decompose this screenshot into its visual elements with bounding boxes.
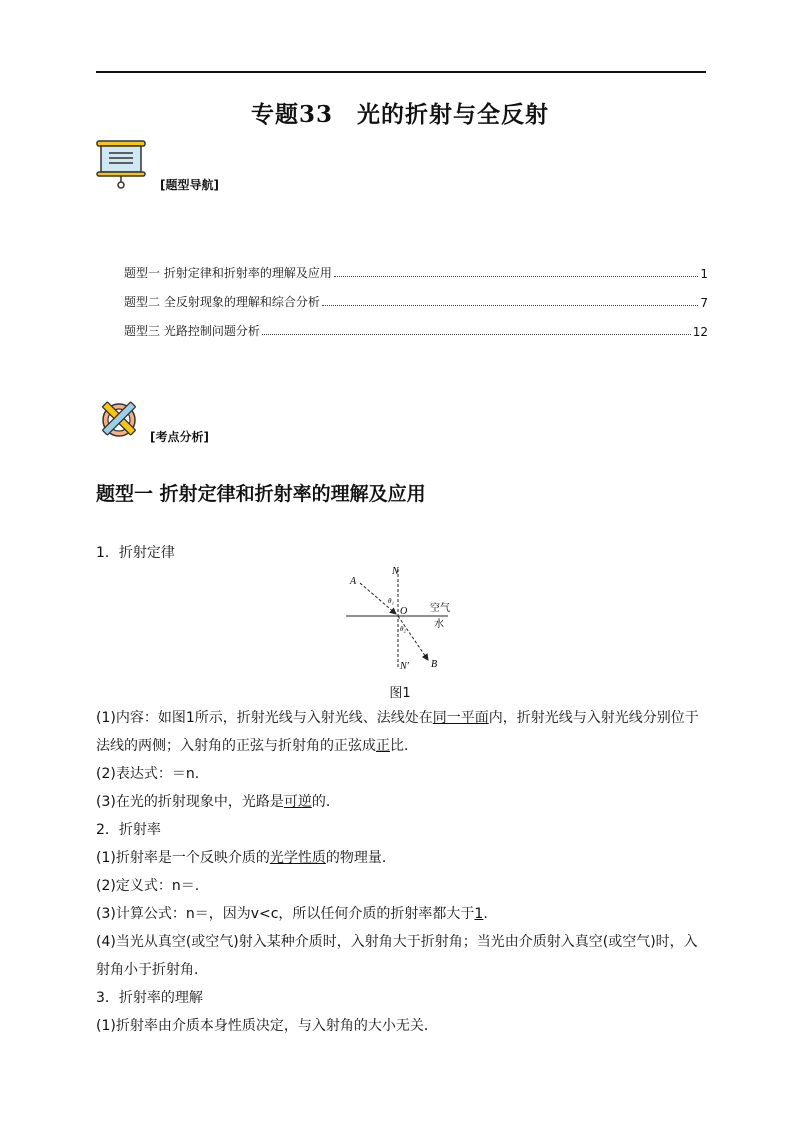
presentation-board-icon (95, 138, 147, 190)
toc-page-number: 1 (700, 267, 708, 281)
label-n: N (392, 566, 399, 577)
text-line: (1)折射率由介质本身性质决定，与入射角的大小无关． (96, 1018, 438, 1034)
figure-caption: 图1 (389, 686, 411, 701)
underlined-answer: 正 (376, 738, 390, 754)
refracted-ray (398, 616, 428, 660)
label-o: O (400, 606, 408, 617)
label-air: 空气 (430, 603, 450, 614)
text-line: 3．折射率的理解 (96, 990, 203, 1006)
label-theta2: θ₂ (400, 625, 406, 633)
label-water: 水 (434, 619, 444, 630)
toc-label: 题型二 全反射现象的理解和综合分析 (124, 295, 320, 309)
text-line: 2．折射率 (96, 822, 161, 838)
underlined-answer: 光学性质 (269, 850, 326, 866)
top-rule (96, 71, 706, 73)
table-of-contents (124, 252, 708, 339)
toc-label: 题型三 光路控制问题分析 (124, 324, 260, 338)
label-theta1: θ₁ (388, 597, 394, 605)
nav-section-label: [题型导航] (160, 178, 219, 192)
text-line: (3)在光的折射现象中，光路是可逆的． (96, 794, 340, 810)
text-line: (3)计算公式：n＝，因为v<c，所以任何介质的折射率都大于1. (96, 906, 488, 922)
text-line: (1)内容：如图1所示，折射光线与入射光线、法线处在同一平面内，折射光线与入射光线分别位于 (96, 710, 699, 726)
text-line: (2)定义式：n＝. (96, 878, 200, 894)
toc-row[interactable] (124, 281, 708, 310)
text-line: 射角小于折射角． (96, 962, 208, 978)
underlined-answer: 1 (474, 906, 484, 922)
toc-leader-dots (334, 276, 699, 277)
toc-leader-dots (262, 334, 691, 335)
toc-row[interactable] (124, 252, 708, 281)
body-text (96, 704, 716, 1040)
analysis-section-label: [考点分析] (150, 430, 209, 444)
text-line: 1．折射定律 (96, 545, 175, 561)
text-line: (1)折射率是一个反映介质的光学性质的物理量． (96, 850, 396, 866)
text-line: (4)当光从真空(或空气)射入某种介质时，入射角大于折射角；当光由介质射入真空(或空气)时，入 (96, 934, 698, 950)
toc-leader-dots (322, 305, 699, 306)
document-title: 专题33 光的折射与全反射 (250, 101, 549, 128)
underlined-answer: 可逆 (283, 794, 312, 810)
section-heading: 题型一 折射定律和折射率的理解及应用 (96, 483, 426, 505)
refraction-diagram (330, 563, 460, 675)
underlined-answer: 同一平面 (432, 710, 489, 726)
label-b: B (431, 659, 438, 670)
crossed-pencils-icon (96, 395, 142, 441)
toc-label: 题型一 折射定律和折射率的理解及应用 (124, 266, 332, 280)
label-a: A (350, 576, 357, 587)
toc-row[interactable] (124, 310, 708, 339)
toc-page-number: 12 (692, 325, 708, 339)
label-n-prime: N′ (400, 661, 409, 672)
text-line: 法线的两侧；入射角的正弦与折射角的正弦成正比． (96, 738, 418, 754)
toc-page-number: 7 (700, 296, 708, 310)
text-line: (2)表达式：＝n. (96, 766, 200, 782)
